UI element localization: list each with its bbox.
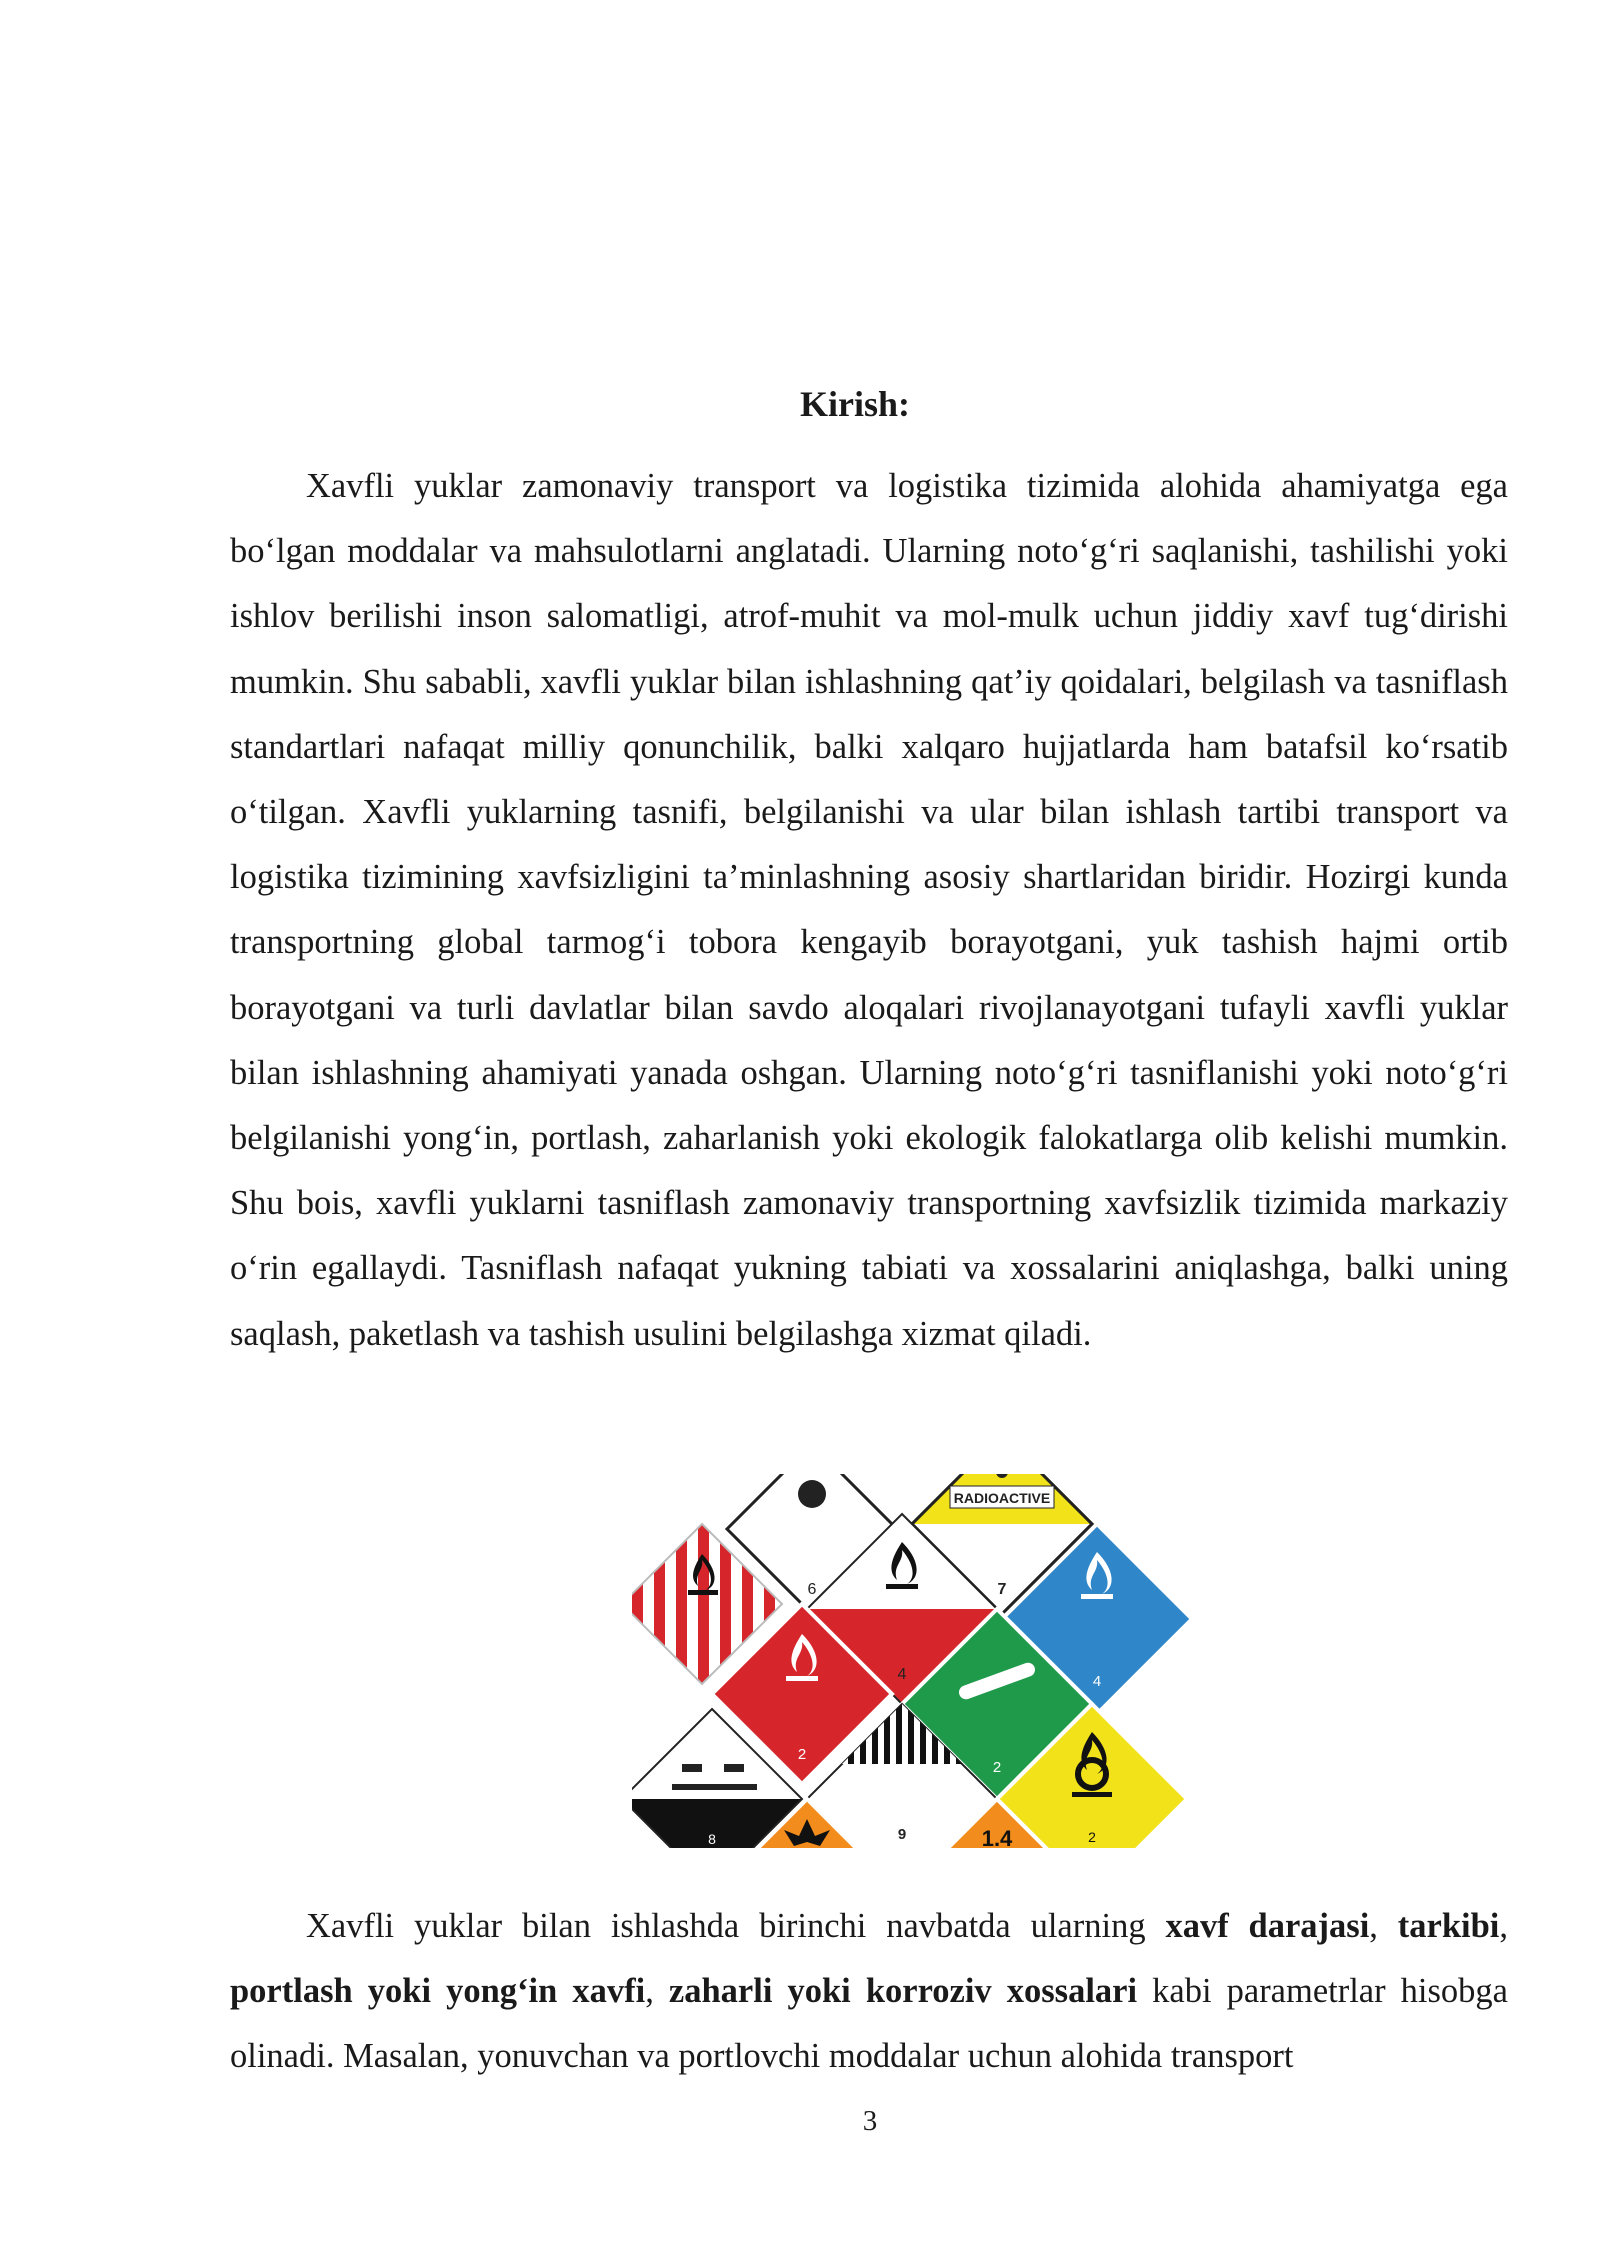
class-number-4-a: 4 bbox=[897, 1666, 907, 1683]
text-segment: kabi parametrlar hisobga olinadi. Masalan, yonuvchan va portlovchi moddalar uchun alohida transport bbox=[230, 1972, 1508, 2076]
bold-term: tarkibi bbox=[1397, 1907, 1500, 1945]
class-number-9: 9 bbox=[897, 1826, 907, 1843]
text-segment: , bbox=[1499, 1907, 1508, 1945]
section-heading: Kirish: bbox=[799, 384, 910, 424]
class-number-4-b: 4 bbox=[1092, 1673, 1102, 1690]
bold-term: xavf darajasi bbox=[1165, 1907, 1370, 1945]
skull-icon bbox=[798, 1480, 826, 1508]
intro-paragraph: Xavfli yuklar zamonaviy transport va logistika tizimida alohida ahamiyatga ega bo‘lgan moddalar va mahsulotlarni anglatadi. Ularning noto‘g‘ri saqlanishi, tashilishi yoki ishlov berilishi inson salomatligi, atrof-muhit va mol-mulk uchun jiddiy xavf tug‘dirishi mumkin. Shu sababli, xavfli yuklar bilan ishlashning qat’iy qoidalari, belgilash va tasniflash standartlari nafaqat milliy qonunchilik, balki xalqaro hujjatlarda ham batafsil ko‘rsatib o‘tilgan. Xavfli yuklarning tasnifi, belgilanishi va ular bilan ishlash tartibi transport va logistika tizimining xavfsizligini ta’minlashning asosiy shartlaridan biridir. Hozirgi kunda transportning global tarmog‘i tobora kengayib borayotgani, yuk tashish hajmi ortib borayotgani va turli davlatlar bilan savdo aloqalari rivojlanayotgani tufayli xavfli yuklar bilan ishlashning ahamiyati yanada oshgan. Ularning noto‘g‘ri tasniflanishi yoki noto‘g‘ri belgilanishi yong‘in, portlash, zaharlanish yoki ekologik falokatlarga olib kelishi mumkin. Shu bois, xavfli yuklarni tasniflash zamonaviy transportning xavfsizlik tizimida markaziy o‘rin egallaydi. Tasniflash nafaqat yukning tabiati va xossalarini aniqlashga, balki uning saqlash, paketlash va tashish usulini belgilashga xizmat qiladi. bbox=[230, 467, 1508, 1353]
second-paragraph bbox=[230, 1894, 1508, 2090]
class-number-6: 6 bbox=[807, 1581, 817, 1598]
class-number-2-c: 2 bbox=[1088, 1829, 1096, 1845]
bold-term: portlash yoki yong‘in xavfi bbox=[230, 1972, 646, 2011]
bold-term: zaharli yoki korroziv xossalari bbox=[668, 1972, 1138, 2011]
page-number: 3 bbox=[862, 2105, 878, 2137]
class-number-2-b: 2 bbox=[992, 1759, 1002, 1776]
text-segment: , bbox=[1369, 1907, 1398, 1945]
hazard-labels-figure bbox=[632, 1474, 1192, 1848]
class-number-7: 7 bbox=[997, 1581, 1007, 1598]
class-number-8: 8 bbox=[708, 1831, 716, 1847]
class-number-1-4: 1.4 bbox=[981, 1826, 1013, 1848]
radioactive-text: RADIOACTIVE bbox=[953, 1490, 1051, 1506]
text-segment: , bbox=[645, 1972, 669, 2011]
text-segment: Xavfli yuklar bilan ishlashda birinchi navbatda ularning bbox=[306, 1907, 1166, 1945]
class-number-2-a: 2 bbox=[797, 1746, 807, 1763]
